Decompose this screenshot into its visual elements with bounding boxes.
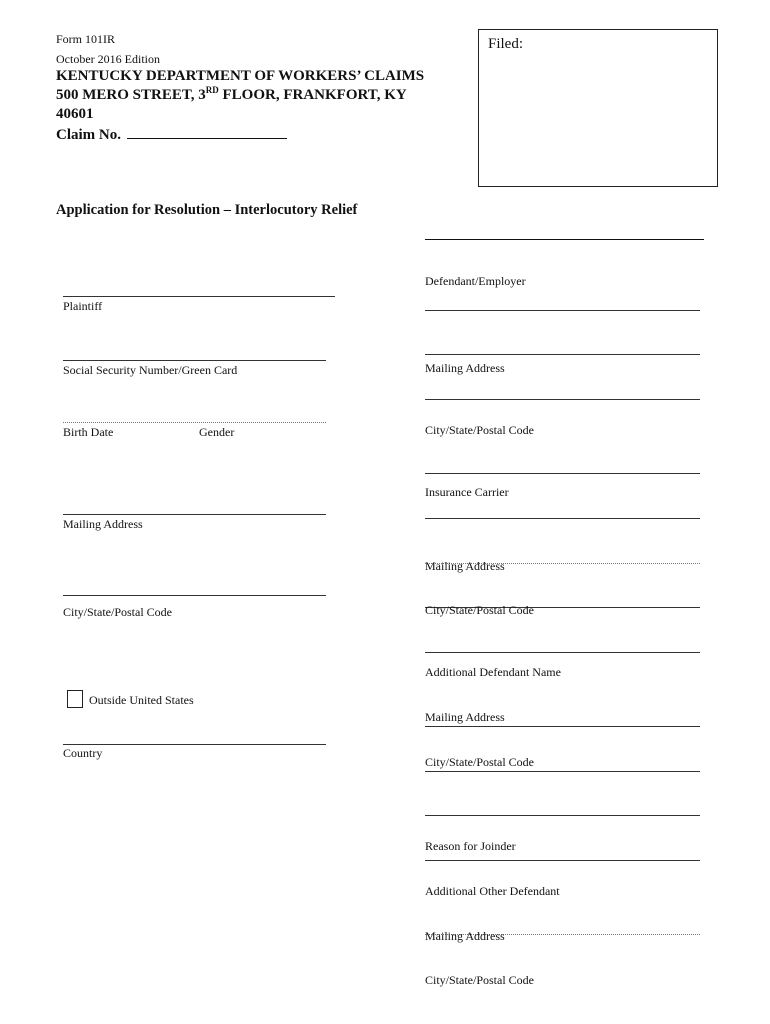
additional-mailing-address-label: Mailing Address	[425, 710, 505, 724]
insurance-carrier-label: Insurance Carrier	[425, 485, 509, 499]
defendant-mailing-address-line[interactable]	[425, 354, 700, 355]
claim-number-row	[56, 124, 287, 145]
carrier-mailing-address-label: Mailing Address	[425, 559, 505, 573]
additional-mailing-address-line[interactable]	[425, 726, 700, 727]
outside-us-checkbox[interactable]	[67, 690, 83, 708]
defendant-city-state-line[interactable]	[425, 399, 700, 400]
claim-number-label: Claim No.	[56, 127, 121, 143]
additional-other-defendant-label: Additional Other Defendant	[425, 884, 560, 898]
form-edition: October 2016 Edition	[56, 52, 160, 66]
claim-number-field[interactable]	[127, 124, 287, 139]
department-name: KENTUCKY DEPARTMENT OF WORKERS’ CLAIMS	[56, 68, 425, 84]
department-address-line-1	[56, 86, 407, 105]
birth-date-label: Birth Date	[63, 425, 114, 439]
address-street: 500 MERO STREET, 3	[56, 87, 206, 103]
reason-for-joinder-label: Reason for Joinder	[425, 839, 516, 853]
reason-for-joinder-field-line[interactable]	[425, 815, 700, 816]
filed-stamp-box[interactable]	[478, 29, 718, 187]
additional-city-state-label: City/State/Postal Code	[425, 755, 535, 769]
plaintiff-mailing-address-label: Mailing Address	[63, 517, 143, 531]
country-label: Country	[63, 746, 103, 760]
plaintiff-field-line[interactable]	[63, 296, 335, 297]
defendant-mailing-address-label: Mailing Address	[425, 361, 505, 375]
address-floor-city: FLOOR, FRANKFORT, KY	[218, 87, 407, 103]
plaintiff-city-state-label: City/State/Postal Code	[63, 605, 173, 619]
additional-defendant-name-label: Additional Defendant Name	[425, 665, 561, 679]
form-title: Application for Resolution – Interlocutory Relief	[56, 202, 358, 218]
birth-gender-field-line[interactable]	[63, 422, 326, 423]
carrier-city-state-label: City/State/Postal Code	[425, 603, 535, 617]
address-ordinal: RD	[205, 85, 219, 95]
plaintiff-mailing-address-line[interactable]	[63, 514, 326, 515]
additional-city-state-line[interactable]	[425, 771, 700, 772]
defendant-name-line[interactable]	[425, 310, 700, 311]
country-field-line[interactable]	[63, 744, 326, 745]
ssn-field-line[interactable]	[63, 360, 326, 361]
ssn-label: Social Security Number/Green Card	[63, 363, 238, 377]
defendant-employer-label: Defendant/Employer	[425, 274, 526, 288]
other-defendant-line[interactable]	[425, 860, 700, 861]
plaintiff-label: Plaintiff	[63, 299, 103, 313]
defendant-employer-field-line[interactable]	[425, 239, 704, 240]
defendant-city-state-label: City/State/Postal Code	[425, 423, 535, 437]
insurance-carrier-line[interactable]	[425, 473, 700, 474]
carrier-name-line[interactable]	[425, 518, 700, 519]
form-number: Form 101IR	[56, 32, 116, 46]
filed-label: Filed:	[488, 36, 524, 52]
gender-label: Gender	[199, 425, 235, 439]
outside-us-label: Outside United States	[89, 693, 194, 707]
department-address-line-2: 40601	[56, 106, 94, 122]
other-mailing-address-label: Mailing Address	[425, 929, 505, 943]
additional-defendant-line[interactable]	[425, 652, 700, 653]
plaintiff-city-state-line[interactable]	[63, 595, 326, 596]
other-city-state-label: City/State/Postal Code	[425, 973, 535, 987]
